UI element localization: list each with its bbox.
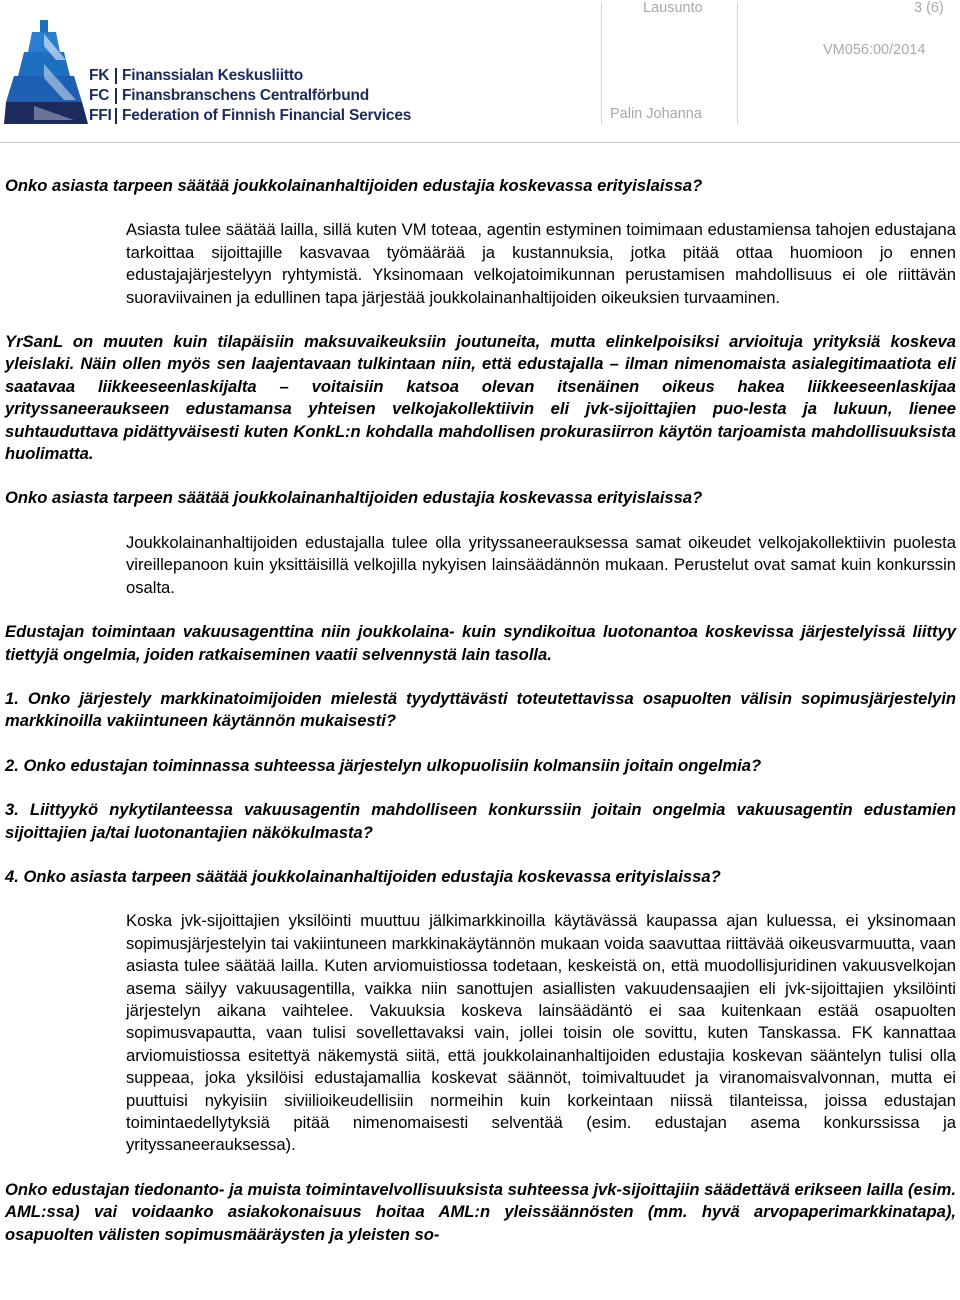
header-divider: [601, 2, 602, 124]
document-body: [5, 175, 956, 1246]
logo-abbr: FC: [89, 87, 110, 104]
logo-line-fc: [89, 86, 411, 106]
question-heading: Onko asiasta tarpeen säätää joukkolainanhaltijoiden edustajia koskevassa erityislaissa?: [5, 176, 703, 195]
logo-separator: [115, 108, 117, 124]
statement-paragraph: Edustajan toimintaan vakuusagenttina niin joukkolaina- kuin syndikoitua luotonantoa koskevissa järjestelyissä liittyy tiettyjä ongelmia, joiden ratkaiseminen vaatii selvennystä lain tasolla.: [5, 622, 956, 664]
logo-line-ffi: [89, 106, 411, 126]
answer-paragraph: Koska jvk-sijoittajien yksilöinti muuttuu jälkimarkkinoilla käytävässä kaupassa ajan kuluessa, ei yksinomaan sopimusjärjestelyin tai vakiintuneen markkinakäytännön mukaan voida saavuttaa riittävää oikeusvarmuutta, vaan asiasta tulee säätää lailla. Kuten arviomuistiossa todetaan, keskeistä on, että muodollisjuridinen vakuusvelkojan asema säilyy vakuusagentilla, vaikka niin sanottujen asiallisten vakuudensaajien eli jvk-sijoittajien yksilöinti järjestelyn aikana vaihtelee. Vakuuksia koskeva lainsäädäntö ei saa kuitenkaan estää osapuolten sopimusvapautta, vaan tulisi sovellettavaksi vain, jollei toisin ole sovittu, kuten Tanskassa. FK kannattaa arviomuistiossa esitettyä näkemystä siitä, että joukkolainanhaltijoiden edustajia koskevan sääntelyn tulisi olla suppeaa, joka yksilöisi edustajamallia koskevat säännöt, toimivaltuudet ja viranomaisvalvonnan, mutta ei puuttuisi nykyisiin siviilioikeudellisiin normeihin kuin korkeintaan niissä tilanteissa, joissa edustajan toimintaedellytyksiä pitää nimenomaisesti selventää (esim. edustajan asema konkurssissa ja yrityssaneerauksessa).: [126, 911, 956, 1155]
logo-separator: [115, 88, 117, 104]
ffi-logo-icon: [4, 20, 90, 126]
logo-abbr: FK: [89, 67, 110, 84]
numbered-question: 3. Liittyykö nykytilanteessa vakuusagentin mahdolliseen konkurssiin joitain ongelmia vakuusagentin edustamien sijoittajien ja/tai luotonantajien näkökulmasta?: [5, 800, 956, 842]
header-rule: [0, 142, 960, 143]
answer-paragraph: Asiasta tulee säätää lailla, sillä kuten VM toteaa, agentin estyminen toimimaan edustamiensa tahojen edustajana tarkoittaa sijoittajille kasvavaa työmäärää ja kustannuksia, jotka pitää ottaa huomioon jo ennen edustajajärjestelyyn ryhtymistä. Yksinomaan velkojatoimikunnan perustamisen mahdollisuus ei ole riittävän suoraviivainen ja edullinen tapa järjestää joukkolainanhaltijoiden oikeuksien turvaaminen.: [126, 220, 956, 307]
logo-wordmark: [89, 66, 411, 126]
logo-line-fk: [89, 66, 411, 86]
logo-name: Finanssialan Keskusliitto: [122, 67, 304, 84]
numbered-question: 1. Onko järjestely markkinatoimijoiden mielestä tyydyttävästi toteutettavissa osapuolten välisin sopimusjärjestelyin markkinoilla vakiintuneen käytännön mukaisesti?: [5, 688, 956, 731]
logo-name: Federation of Finnish Financial Services: [122, 107, 412, 124]
logo-name: Finansbranschens Centralförbund: [122, 87, 369, 104]
numbered-question: 2. Onko edustajan toiminnassa suhteessa järjestelyn ulkopuolisiin kolmansiin joitain ongelmia?: [5, 755, 762, 775]
answer-paragraph: Joukkolainanhaltijoiden edustajalla tulee olla yrityssaneerauksessa samat oikeudet velkojakollektiivin puolesta vireillepanoon kuin yksittäisillä velkojilla nykyisen lainsäädännön mukaan. Perustelut ovat samat kuin konkurssin osalta.: [126, 532, 956, 597]
question-heading: Onko edustajan tiedonanto- ja muista toimintavelvollisuuksista suhteessa jvk-sijoittajiin säädettävä erikseen lailla (esim. AML:ssa) vai voidaanko asiakokonaisuus hoitaa AML:n yleissäännösten (mm. hyvä arvopaperimarkkinatapa), osapuolten välisten sopimusmääräysten ja yleisten so-: [5, 1179, 956, 1244]
numbered-question: 4. Onko asiasta tarpeen säätää joukkolainanhaltijoiden edustajia koskevassa erityislaissa?: [5, 866, 721, 886]
document-id: VM056:00/2014: [823, 42, 926, 58]
logo-separator: [115, 68, 117, 84]
question-heading: Onko asiasta tarpeen säätää joukkolainanhaltijoiden edustajia koskevassa erityislaissa?: [5, 488, 703, 508]
author-name: Palin Johanna: [610, 106, 702, 122]
header-divider: [737, 2, 738, 124]
document-type: Lausunto: [643, 0, 703, 16]
page-header: [0, 0, 960, 145]
statement-paragraph: YrSanL on muuten kuin tilapäisiin maksuvaikeuksiin joutuneita, mutta elinkelpoisiksi arvioituja yrityksiä koskeva yleislaki. Näin ollen myös sen laajentavaan tulkintaan niin, että edustajalla – ilman nimenomaista asialegitimaatiota eli saatavaa liikkeeseenlaskijalta – voitaisiin katsoa olevan itsenäinen oikeus hakea liikkeeseenlaskijaa yrityssaneeraukseen edustamansa yhteisen velkojakollektiivin eli jvk-sijoittajien puo-lesta ja lukuun, lienee suhtauduttava pidättyväisesti kuten KonkL:n kohdalla mahdollisen prokurasiirron käytön tarjoamista mahdollisuuksista huolimatta.: [5, 332, 956, 464]
logo-abbr: FFI: [89, 107, 112, 124]
page-number: 3 (6): [914, 0, 944, 16]
